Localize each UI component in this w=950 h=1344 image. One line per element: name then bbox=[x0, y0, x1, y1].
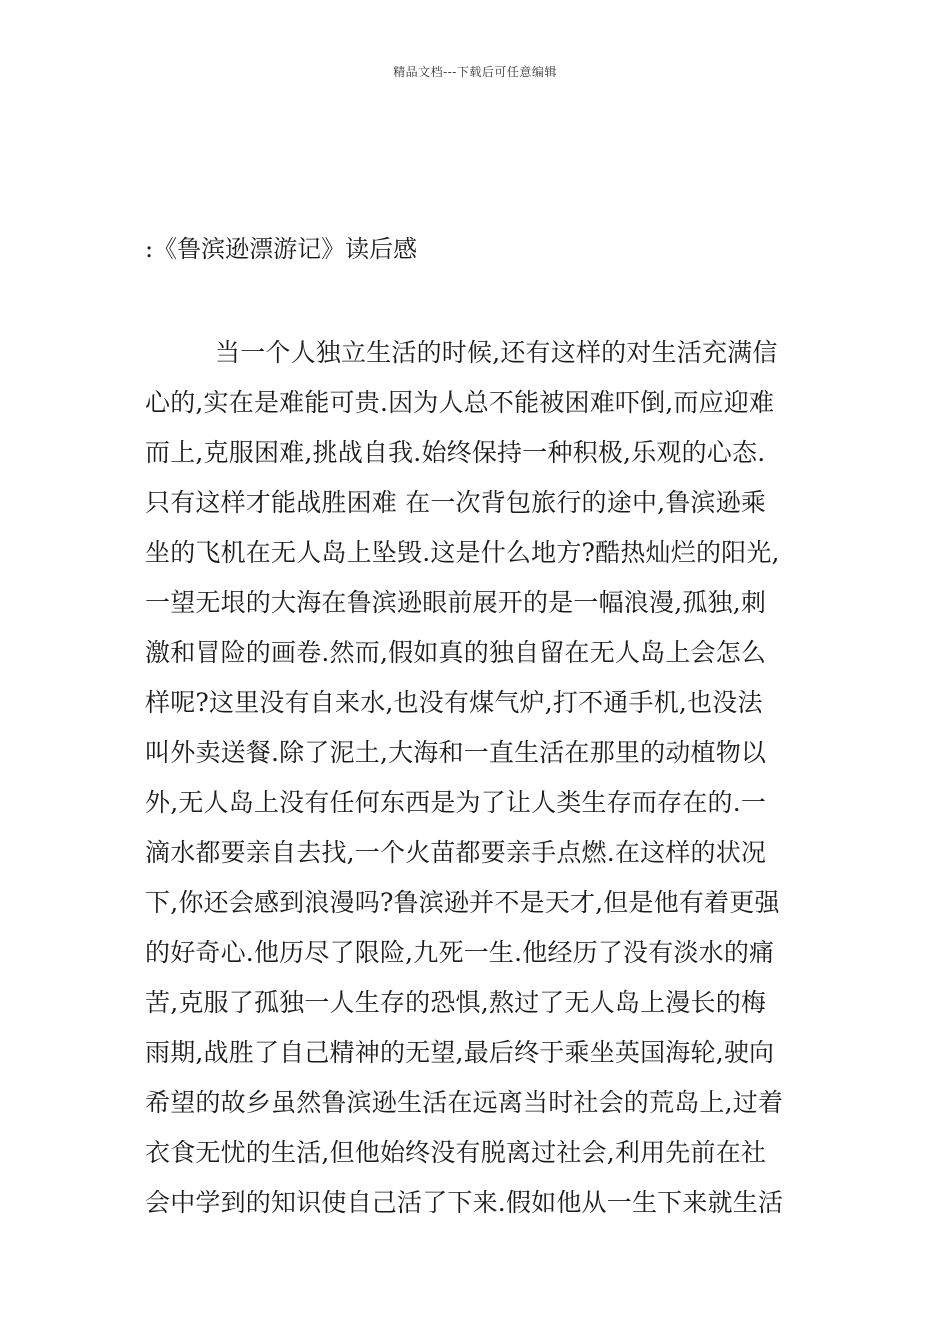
body-text bbox=[145, 328, 815, 1228]
body-line: 衣食无忧的生活,但他始终没有脱离过社会,利用先前在社 bbox=[145, 1138, 767, 1167]
body-line: 叫外卖送餐.除了泥土,大海和一直生活在那里的动植物以 bbox=[145, 738, 767, 767]
body-line: 的好奇心.他历尽了限险,九死一生.他经历了没有淡水的痛 bbox=[145, 938, 775, 967]
body-line: 一望无垠的大海在鲁滨逊眼前展开的是一幅浪漫,孤独,刺 bbox=[145, 588, 767, 617]
body-line: 雨期,战胜了自己精神的无望,最后终于乘坐英国海轮,驶向 bbox=[145, 1038, 775, 1067]
body-line: 希望的故乡虽然鲁滨逊生活在远离当时社会的荒岛上,过着 bbox=[145, 1088, 784, 1117]
body-line: 滴水都要亲自去找,一个火苗都要亲手点燃.在这样的状况 bbox=[145, 838, 767, 867]
body-line: 会中学到的知识使自己活了下来.假如他从一生下来就生活 bbox=[145, 1188, 784, 1217]
body-line: 而上,克服困难,挑战自我.始终保持一种积极,乐观的心态. bbox=[145, 438, 766, 467]
header-note: 精品文档---下载后可任意编辑 bbox=[393, 65, 557, 79]
body-line: 外,无人岛上没有任何东西是为了让人类生存而存在的.一 bbox=[145, 788, 767, 817]
body-line: 心的,实在是难能可贵.因为人总不能被困难吓倒,而应迎难 bbox=[145, 388, 775, 417]
body-line: 苦,克服了孤独一人生存的恐惧,熬过了无人岛上漫长的梅 bbox=[145, 988, 767, 1017]
body-line: 下,你还会感到浪漫吗?鲁滨逊并不是天才,但是他有着更强 bbox=[145, 888, 780, 917]
body-line: 当一个人独立生活的时候,还有这样的对生活充满信 bbox=[215, 338, 778, 367]
body-line: 只有这样才能战胜困难 在一次背包旅行的途中,鲁滨逊乘 bbox=[145, 488, 767, 517]
document-title: :《鲁滨逊漂游记》读后感 bbox=[145, 235, 418, 263]
body-line: 坐的飞机在无人岛上坠毁.这是什么地方?酷热灿烂的阳光, bbox=[145, 538, 780, 567]
body-line: 激和冒险的画卷.然而,假如真的独自留在无人岛上会怎么 bbox=[145, 638, 767, 667]
body-line: 样呢?这里没有自来水,也没有煤气炉,打不通手机,也没法 bbox=[145, 688, 763, 717]
